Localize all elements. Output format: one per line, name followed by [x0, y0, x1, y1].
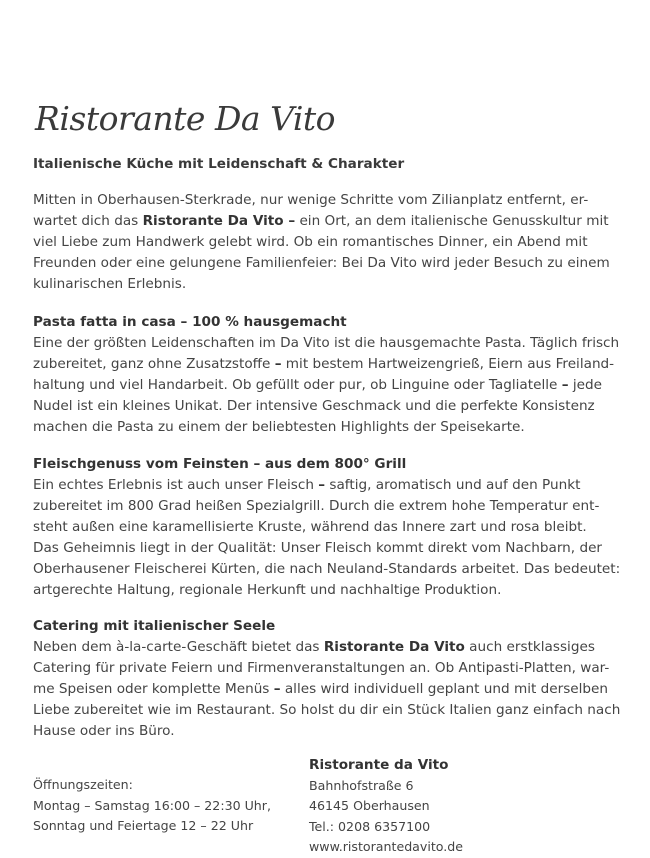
intro-paragraph: [33, 190, 610, 295]
bold-text: Ristorante Da Vito –: [142, 213, 296, 229]
bold-text: Ristorante Da Vito: [323, 639, 465, 655]
paragraph-line: wartet dich das Ristorante Da Vito – ein Ort, an dem italienische Genusskultur mit: [33, 213, 609, 229]
paragraph-line: Ein echtes Erlebnis ist auch unser Fleisch – saftig, aromatisch und auf den Punkt: [33, 477, 581, 493]
opening-hours-sundays: Sonntag und Feiertage 12 – 22 Uhr: [33, 818, 254, 833]
pasta-section: [33, 312, 620, 438]
paragraph-line: Neben dem à-la-carte-Geschäft bietet das Ristorante Da Vito auch erstklassiges: [33, 639, 595, 655]
paragraph-line: Hause oder ins Büro.: [33, 723, 175, 739]
paragraph-line: Mitten in Oberhausen-Sterkrade, nur wenige Schritte vom Zilianplatz entfernt, er-: [33, 192, 589, 208]
contact-phone[interactable]: Tel.: 0208 6357100: [309, 818, 431, 834]
paragraph-line: Catering für private Feiern und Firmenveranstaltungen an. Ob Antipasti-Platten, war-: [33, 660, 610, 676]
paragraph-line: Freunden oder eine gelungene Familienfeier: Bei Da Vito wird jeder Besuch zu einem: [33, 255, 610, 271]
contact-name: Ristorante da Vito: [309, 757, 449, 773]
bold-text: –: [561, 377, 569, 393]
paragraph-line: viel Liebe zum Handwerk gelebt wird. Ob ein romantisches Dinner, ein Abend mit: [33, 234, 588, 250]
intro-section: [33, 190, 610, 295]
paragraph-line: haltung und viel Handarbeit. Ob gefüllt oder pur, ob Linguine oder Tagliatelle – jede: [33, 377, 602, 393]
paragraph-line: machen die Pasta zu einem der beliebtesten Highlights der Speisekarte.: [33, 419, 525, 435]
grill-heading: Fleischgenuss vom Feinsten – aus dem 800° Grill: [33, 456, 407, 472]
bold-text: –: [274, 356, 282, 372]
paragraph-line: artgerechte Haltung, regionale Herkunft und nachhaltige Produktion.: [33, 582, 502, 598]
logo-script: [33, 90, 336, 150]
grill-paragraph: [33, 475, 621, 601]
paragraph-line: me Speisen oder komplette Menüs – alles wird individuell geplant und mit derselben: [33, 681, 609, 697]
logo-text: Ristorante Da Vito: [35, 99, 336, 138]
paragraph-line: steht außen eine karamellisierte Kruste, während das Innere zart und rosa bleibt.: [33, 519, 587, 535]
paragraph-line: kulinarischen Erlebnis.: [33, 276, 187, 292]
catering-section: [33, 616, 621, 742]
paragraph-line: zubereitet, ganz ohne Zusatzstoffe – mit bestem Hartweizengrieß, Eiern aus Freiland-: [33, 356, 615, 372]
paragraph-line: Liebe zubereitet wie im Restaurant. So holst du dir ein Stück Italien ganz einfach nach: [33, 702, 621, 718]
bold-text: –: [273, 681, 281, 697]
contact-website-link[interactable]: www.ristorantedavito.de: [309, 839, 464, 854]
contact-block: [309, 755, 463, 858]
paragraph-line: Das Geheimnis liegt in der Qualität: Unser Fleisch kommt direkt vom Nachbarn, der: [33, 540, 603, 556]
bold-text: –: [318, 477, 326, 493]
pasta-paragraph: [33, 333, 620, 438]
page-subtitle: Italienische Küche mit Leidenschaft & Charakter: [33, 156, 405, 172]
opening-hours-label: Öffnungszeiten:: [33, 777, 133, 792]
paragraph-line: Eine der größten Leidenschaften im Da Vito ist die hausgemachte Pasta. Täglich frisch: [33, 335, 620, 351]
opening-hours-weekdays: Montag – Samstag 16:00 – 22:30 Uhr,: [33, 797, 271, 813]
opening-hours: [33, 775, 271, 837]
catering-heading: Catering mit italienischer Seele: [33, 618, 276, 634]
contact-street: Bahnhofstraße 6: [309, 777, 414, 793]
grill-section: [33, 454, 621, 601]
paragraph-line: zubereitet im 800 Grad heißen Spezialgrill. Durch die extrem hohe Temperatur ent-: [33, 498, 600, 514]
logo: [33, 90, 336, 150]
paragraph-line: Oberhausener Fleischerei Kürten, die nach Neuland-Standards arbeitet. Das bedeutet:: [33, 561, 621, 577]
paragraph-line: Nudel ist ein kleines Unikat. Der intensive Geschmack und die perfekte Konsistenz: [33, 398, 595, 414]
catering-paragraph: [33, 637, 621, 742]
pasta-heading: Pasta fatta in casa – 100 % hausgemacht: [33, 314, 347, 330]
contact-city: 46145 Oberhausen: [309, 798, 430, 813]
